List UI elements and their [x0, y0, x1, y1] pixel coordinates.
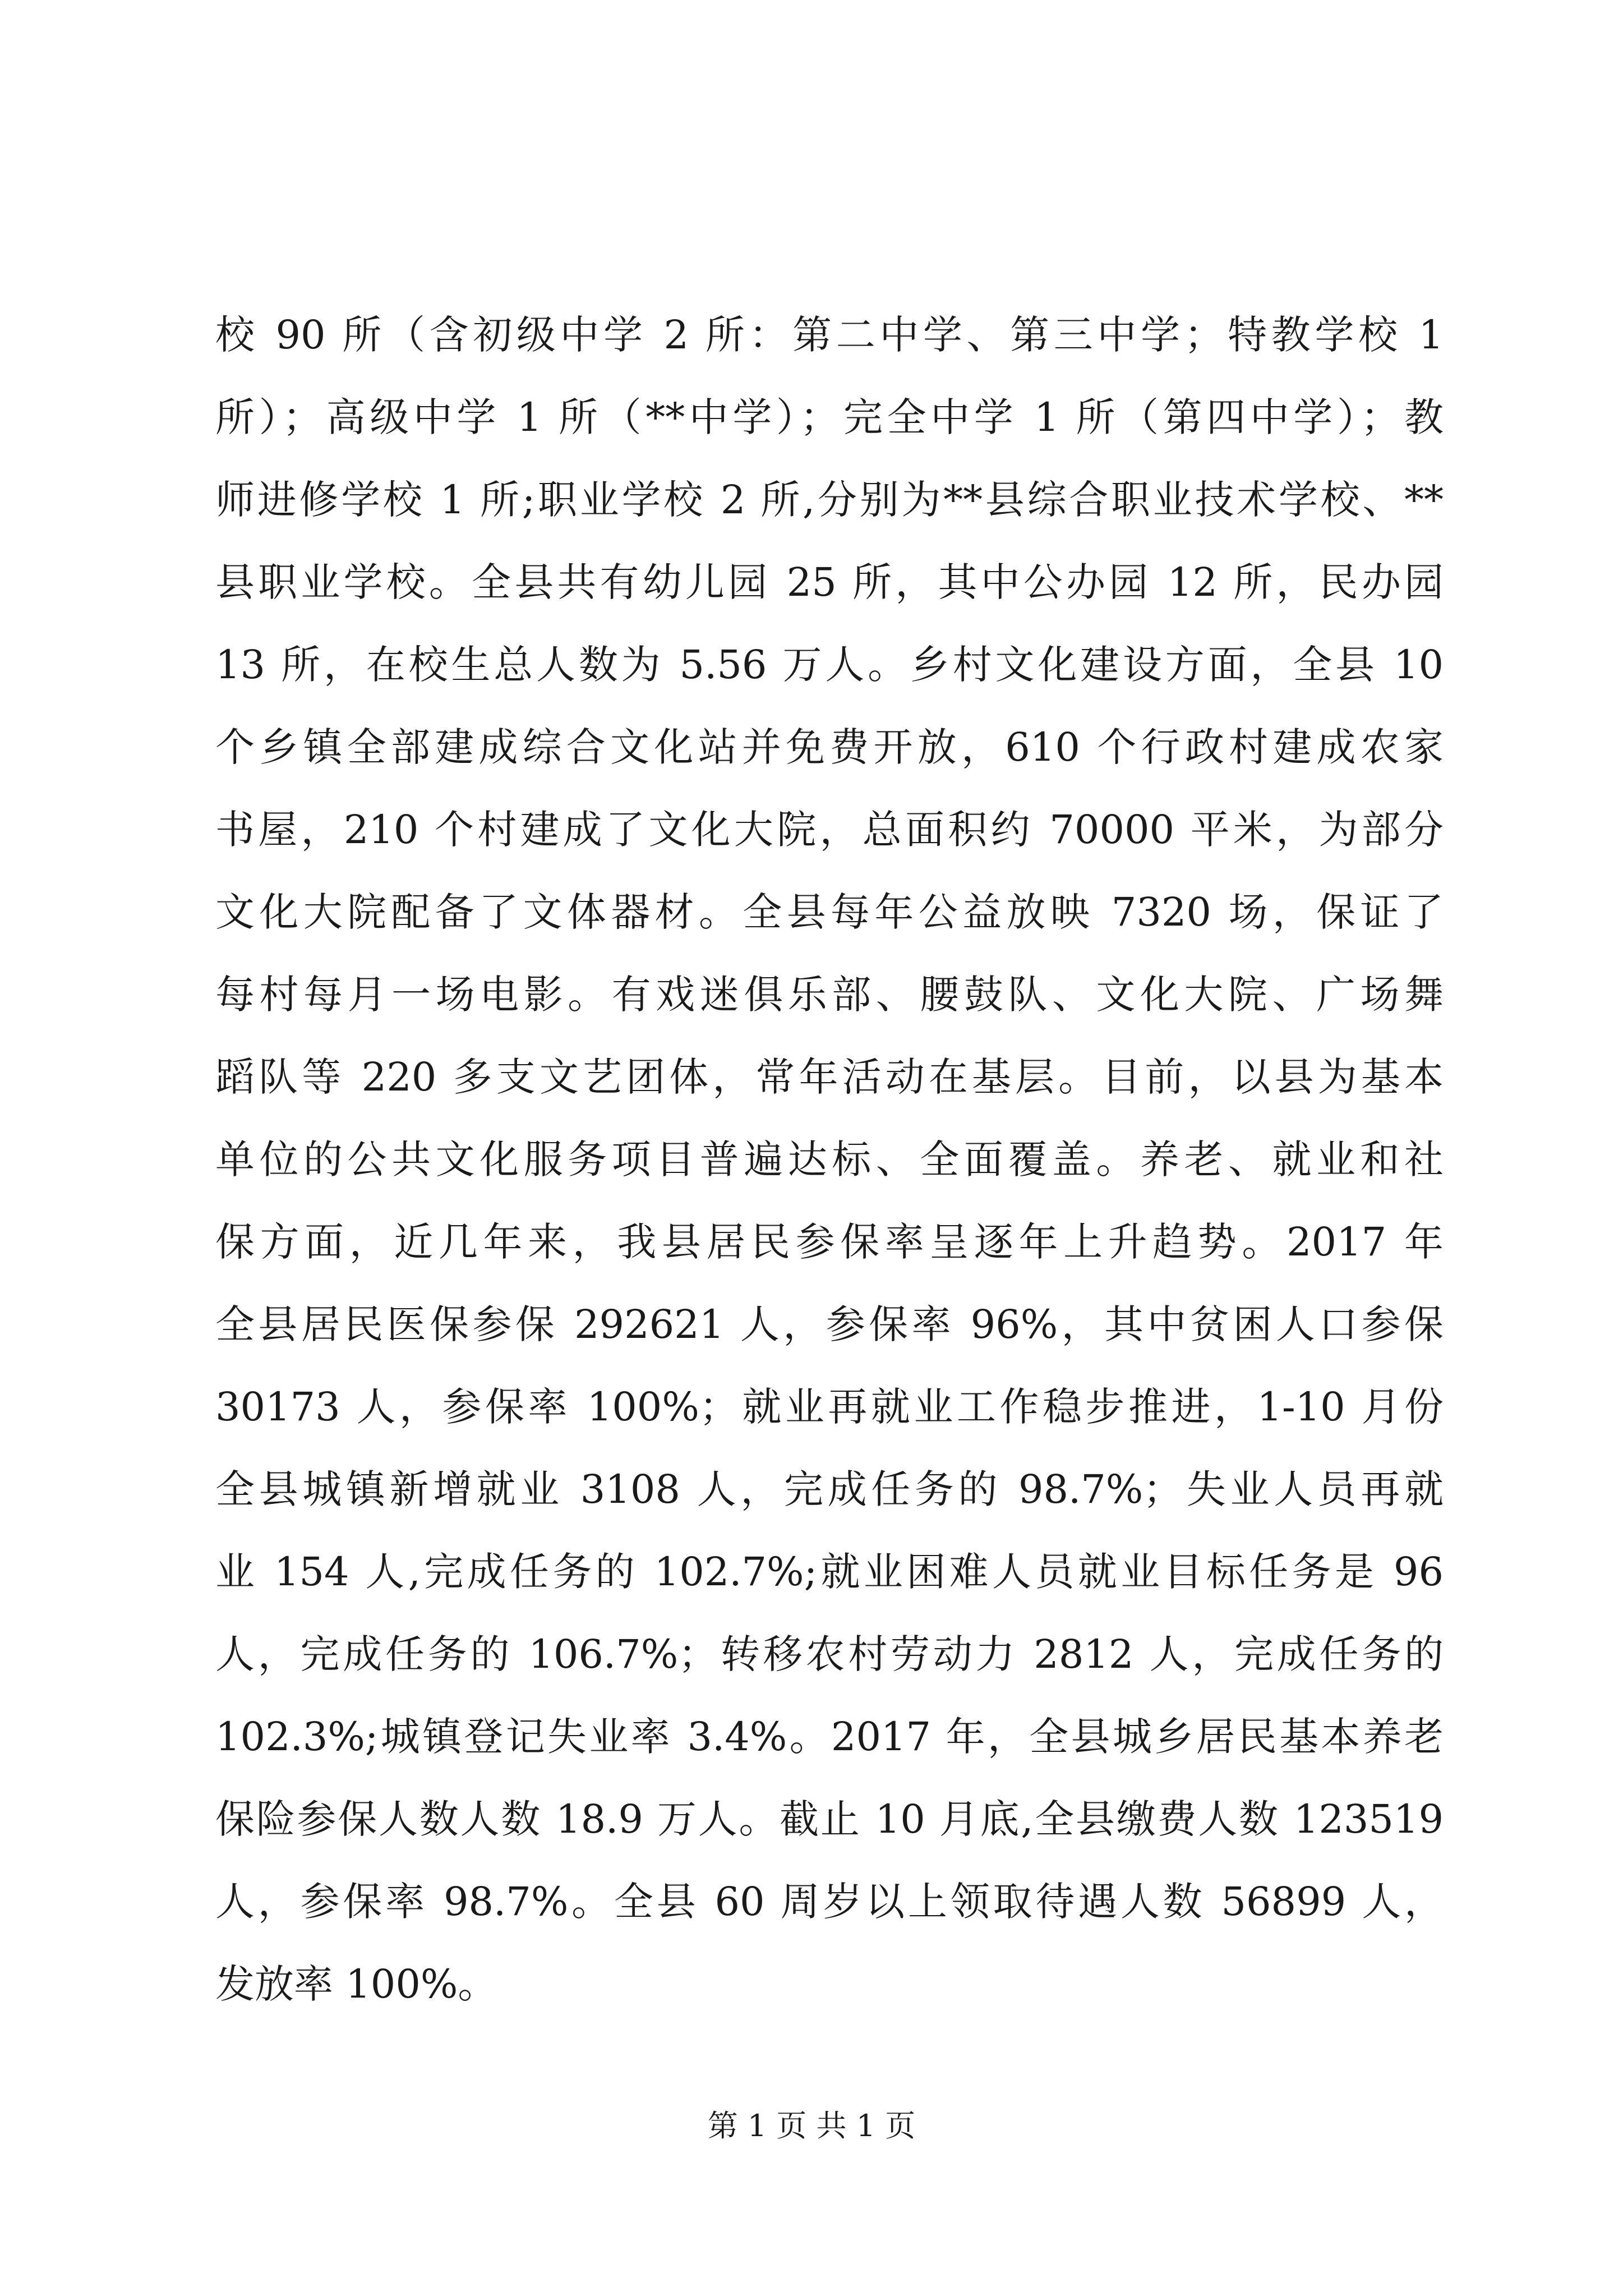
text-line: 全县居民医保参保 292621 人，参保率 96%，其中贫困人口参保: [215, 1301, 1444, 1347]
text-line: 蹈队等 220 多支文艺团体，常年活动在基层。目前，以县为基本: [215, 1054, 1444, 1100]
text-line: 102.3%;城镇登记失业率 3.4%。2017 年，全县城乡居民基本养老: [215, 1714, 1444, 1760]
text-line: 所）；高级中学 1 所（**中学）；完全中学 1 所（第四中学）；教: [215, 394, 1444, 440]
text-line: 每村每月一场电影。有戏迷俱乐部、腰鼓队、文化大院、广场舞: [215, 972, 1444, 1018]
text-line: 文化大院配备了文体器材。全县每年公益放映 7320 场，保证了: [215, 889, 1444, 935]
text-line: 人，完成任务的 106.7%；转移农村劳动力 2812 人，完成任务的: [215, 1631, 1444, 1677]
text-line: 人，参保率 98.7%。全县 60 周岁以上领取待遇人数 56899 人，: [215, 1879, 1444, 1925]
text-line: 师进修学校 1 所;职业学校 2 所,分别为**县综合职业技术学校、**: [215, 477, 1444, 523]
text-line: 县职业学校。全县共有幼儿园 25 所，其中公办园 12 所，民办园: [215, 559, 1444, 605]
text-line: 校 90 所（含初级中学 2 所：第二中学、第三中学；特教学校 1: [215, 312, 1444, 358]
text-line: 业 154 人,完成任务的 102.7%;就业困难人员就业目标任务是 96: [215, 1549, 1444, 1595]
page-footer: 第 1 页 共 1 页: [707, 2108, 916, 2143]
body-paragraph: [215, 294, 1444, 2026]
text-line: 单位的公共文化服务项目普遍达标、全面覆盖。养老、就业和社: [215, 1137, 1444, 1182]
text-line: 个乡镇全部建成综合文化站并免费开放，610 个行政村建成农家: [215, 724, 1444, 770]
text-line: 30173 人，参保率 100%；就业再就业工作稳步推进，1-10 月份: [215, 1384, 1444, 1430]
text-line: 发放率 100%。: [215, 1961, 497, 2007]
text-line: 13 所，在校生总人数为 5.56 万人。乡村文化建设方面，全县 10: [215, 642, 1444, 688]
text-line: 保险参保人数人数 18.9 万人。截止 10 月底,全县缴费人数 123519: [215, 1796, 1444, 1842]
text-line: 保方面，近几年来，我县居民参保率呈逐年上升趋势。2017 年: [215, 1219, 1444, 1265]
text-line: 全县城镇新增就业 3108 人，完成任务的 98.7%；失业人员再就: [215, 1466, 1444, 1512]
text-line: 书屋，210 个村建成了文化大院，总面积约 70000 平米，为部分: [215, 807, 1444, 853]
